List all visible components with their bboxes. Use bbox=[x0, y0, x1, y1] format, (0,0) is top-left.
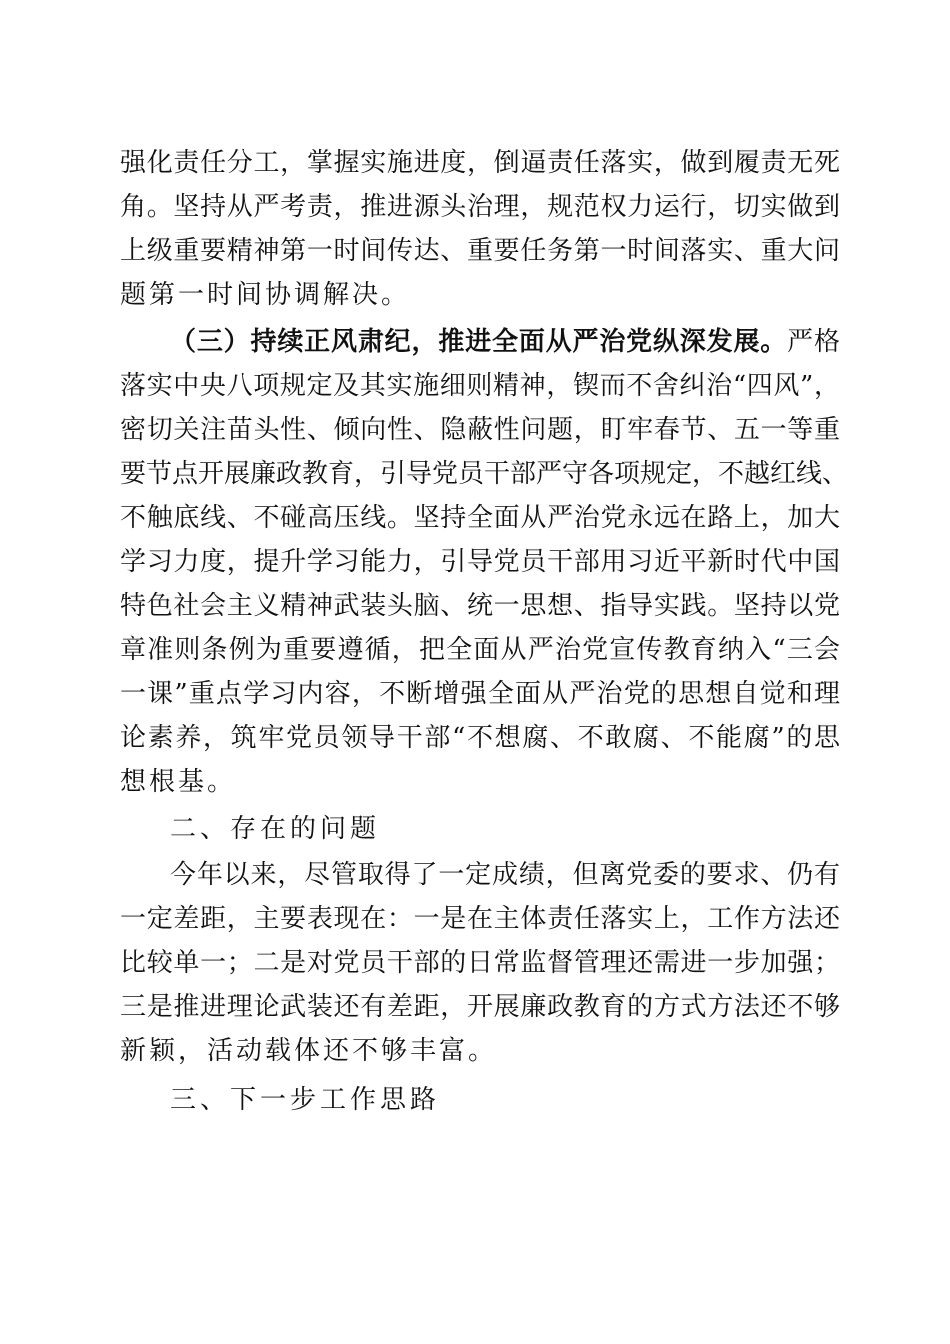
paragraph-line: 章准则条例为重要遵循，把全面从严治党宣传教育纳入“三会 bbox=[120, 635, 840, 665]
paragraph-line: 新颖，活动载体还不够丰富。 bbox=[120, 1036, 498, 1066]
subsection-title: （三）持续正风肃纪，推进全面从严治党纵深发展。 bbox=[170, 327, 788, 357]
paragraph-line: 论素养，筑牢党员领导干部“不想腐、不敢腐、不能腐”的思 bbox=[120, 723, 840, 753]
subsection-text: 严格 bbox=[787, 327, 840, 357]
paragraph-line: 题第一时间协调解决。 bbox=[120, 280, 411, 310]
section-heading: 二、存在的问题 bbox=[170, 814, 381, 844]
paragraph-line: 角。坚持从严考责，推进源头治理，规范权力运行，切实做到 bbox=[120, 192, 840, 222]
paragraph-line: 特色社会主义精神武装头脑、统一思想、指导实践。坚持以党 bbox=[120, 591, 840, 621]
subsection-first-line bbox=[170, 327, 840, 357]
paragraph-line: 一定差距，主要表现在：一是在主体责任落实上，工作方法还 bbox=[120, 904, 840, 934]
paragraph-line: 密切关注苗头性、倾向性、隐蔽性问题，盯牢春节、五一等重 bbox=[120, 415, 840, 445]
paragraph-line: 强化责任分工，掌握实施进度，倒逼责任落实，做到履责无死 bbox=[120, 148, 840, 178]
paragraph-line: 要节点开展廉政教育，引导党员干部严守各项规定，不越红线、 bbox=[120, 459, 849, 489]
paragraph-line: 一课”重点学习内容，不断增强全面从严治党的思想自觉和理 bbox=[120, 679, 840, 709]
paragraph-line: 落实中央八项规定及其实施细则精神，锲而不舍纠治“四风”， bbox=[120, 371, 840, 401]
paragraph-line: 今年以来，尽管取得了一定成绩，但离党委的要求、仍有 bbox=[170, 860, 840, 890]
paragraph-line: 比较单一；二是对党员干部的日常监督管理还需进一步加强； bbox=[120, 948, 840, 978]
paragraph-line: 三是推进理论武装还有差距，开展廉政教育的方式方法还不够 bbox=[120, 992, 840, 1022]
section-heading: 三、下一步工作思路 bbox=[170, 1085, 441, 1115]
paragraph-line: 想根基。 bbox=[120, 767, 237, 797]
paragraph-line: 学习力度，提升学习能力，引导党员干部用习近平新时代中国 bbox=[120, 547, 840, 577]
paragraph-line: 上级重要精神第一时间传达、重要任务第一时间落实、重大问 bbox=[120, 236, 840, 266]
paragraph-line: 不触底线、不碰高压线。坚持全面从严治党永远在路上，加大 bbox=[120, 503, 840, 533]
